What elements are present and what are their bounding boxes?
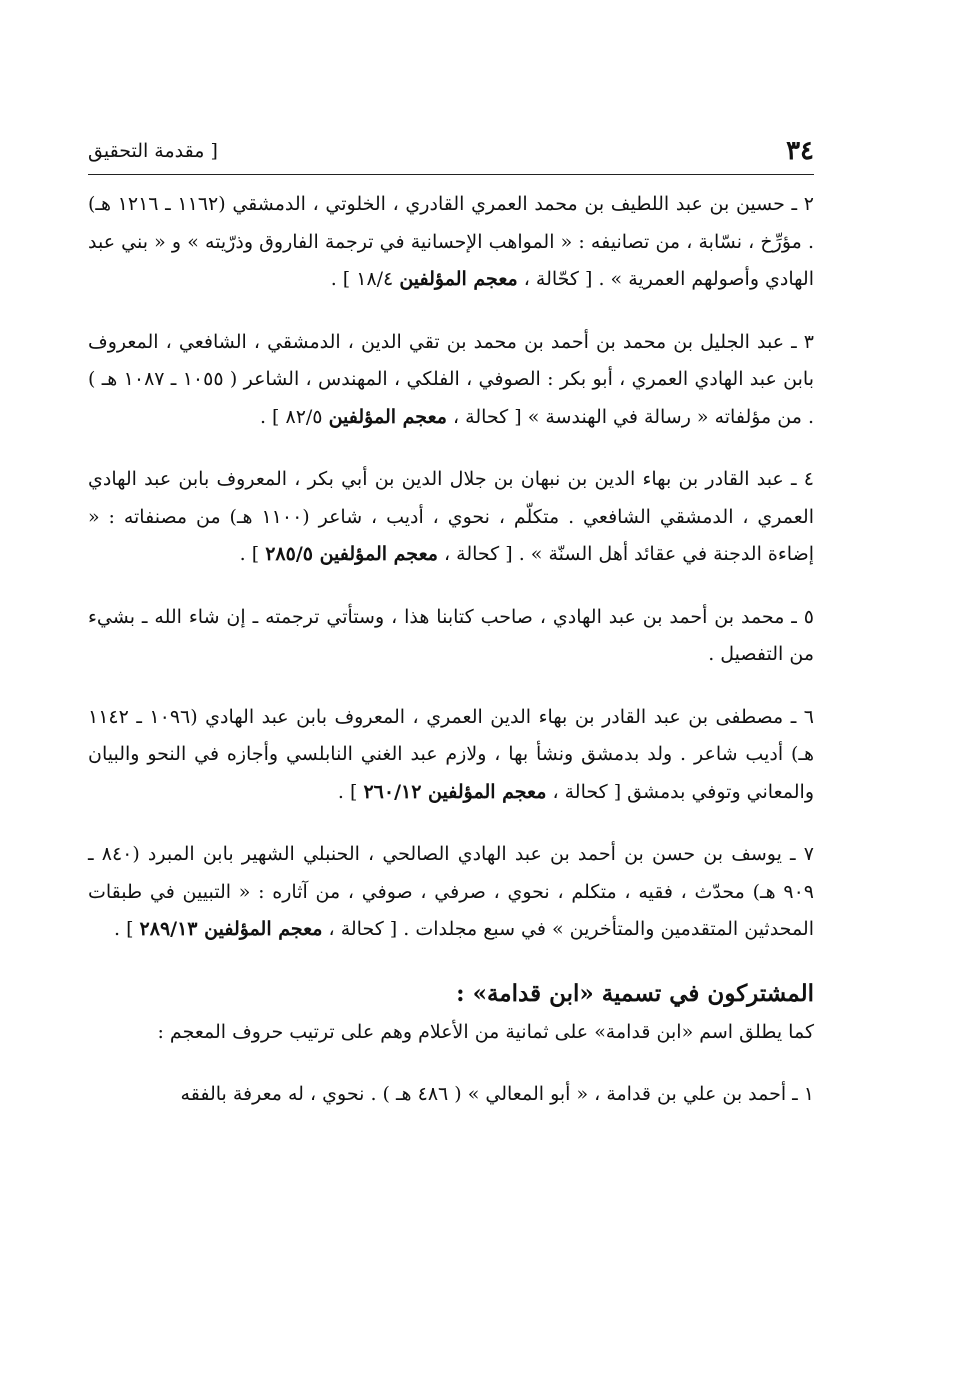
reference-title: معجم المؤلفين ٢٦٠/١٢ (363, 780, 547, 803)
biography-entry (88, 324, 814, 437)
reference-tail: ١٨/٤ ] . (330, 268, 394, 290)
page-header (88, 128, 814, 175)
section-heading: المشتركون في تسمية «ابن قدامة» : (456, 979, 814, 1007)
biography-entry (88, 699, 814, 812)
running-title: [ مقدمة التحقيق (88, 140, 218, 162)
list-item: ١ ـ أحمد بن علي بن قدامة ، « أبو المعالي » ( ٤٨٦ هـ ) . نحوي ، له معرفة بالفقه (180, 1083, 814, 1105)
reference-tail: ] . (239, 543, 260, 565)
page-number: ٣٤ (786, 136, 814, 166)
reference-title: معجم المؤلفين ٢٨٥/٥ (265, 543, 438, 565)
page-body (88, 186, 814, 1139)
entry-text: ٧ ـ يوسف بن حسن بن أحمد بن عبد الهادي الصالحي ، الحنبلي الشهير بابن المبرد (٨٤٠ ـ ٩٠٩ هـ) محدّث ، فقيه ، متكلم ، نحوي ، صرفي ، صوفي ، من آثاره : « التبيين في طبقات المحدثين المتقدمين والمتأخرين » في سبع مجلدات . [ كحالة ، (88, 843, 814, 940)
biography-entry (88, 599, 814, 674)
entry-text: ٦ ـ مصطفى بن عبد القادر بن بهاء الدين العمري ، المعروف بابن عبد الهادي (١٠٩٦ ـ ١١٤٢ هـ) أديب شاعر . ولد بدمشق ونشأ بها ، ولازم عبد الغني النابلسي وأجازه في النحو والبيان والمعاني وتوفي بدمشق [ كحالة ، (88, 705, 814, 803)
biography-entry (88, 186, 814, 299)
reference-title: معجم المؤلفين (399, 268, 518, 290)
entry-text: ٣ ـ عبد الجليل بن محمد بن أحمد بن محمد بن تقي الدين ، الدمشقي ، الشافعي ، المعروف بابن عبد الهادي العمري ، أبو بكر : الصوفي ، الفلكي ، المهندس ، الشاعر ( ١٠٥٥ ـ ١٠٨٧ هـ ) . من مؤلفاته « رسالة في الهندسة » [ كحالة ، (88, 330, 814, 428)
entry-text: ٢ ـ حسين بن عبد اللطيف بن محمد العمري القادري ، الخلوتي ، الدمشقي (١١٦٢ ـ ١٢١٦ هـ) . مؤرِّخ ، نسّابة ، من تصانيفه : « المواهب الإحسانية في ترجمة الفاروق وذرّيته » و « بني عبد الهادي وأصولهم العمرية » . [ كحّالة ، (88, 193, 814, 290)
entry-text: ٥ ـ محمد بن أحمد بن عبد الهادي ، صاحب كتابنا هذا ، وستأتي ترجمته ـ إن شاء الله ـ بشيء من التفصيل . (88, 605, 814, 665)
reference-tail: ] . (114, 918, 134, 940)
reference-tail: ٨٢/٥ ] . (259, 405, 323, 428)
reference-title: معجم المؤلفين (328, 405, 447, 428)
reference-tail: ] . (337, 780, 358, 803)
section-intro: كما يطلق اسم «ابن قدامة» على ثمانية من الأعلام وهم على ترتيب حروف المعجم : (157, 1020, 814, 1043)
biography-entry (88, 836, 814, 949)
entry-text: ٤ ـ عبد القادر بن بهاء الدين بن نبهان بن جلال الدين بن أبي بكر ، المعروف بابن عبد الهادي العمري ، الدمشقي الشافعي . متكلّم ، نحوي ، أديب ، شاعر (١١٠٠ هـ) من مصنفاته : « إضاءة الدجنة في عقائد أهل السنّة » . [ كحالة ، (88, 468, 814, 565)
biography-entry (88, 461, 814, 574)
reference-title: معجم المؤلفين ٢٨٩/١٣ (139, 918, 323, 940)
